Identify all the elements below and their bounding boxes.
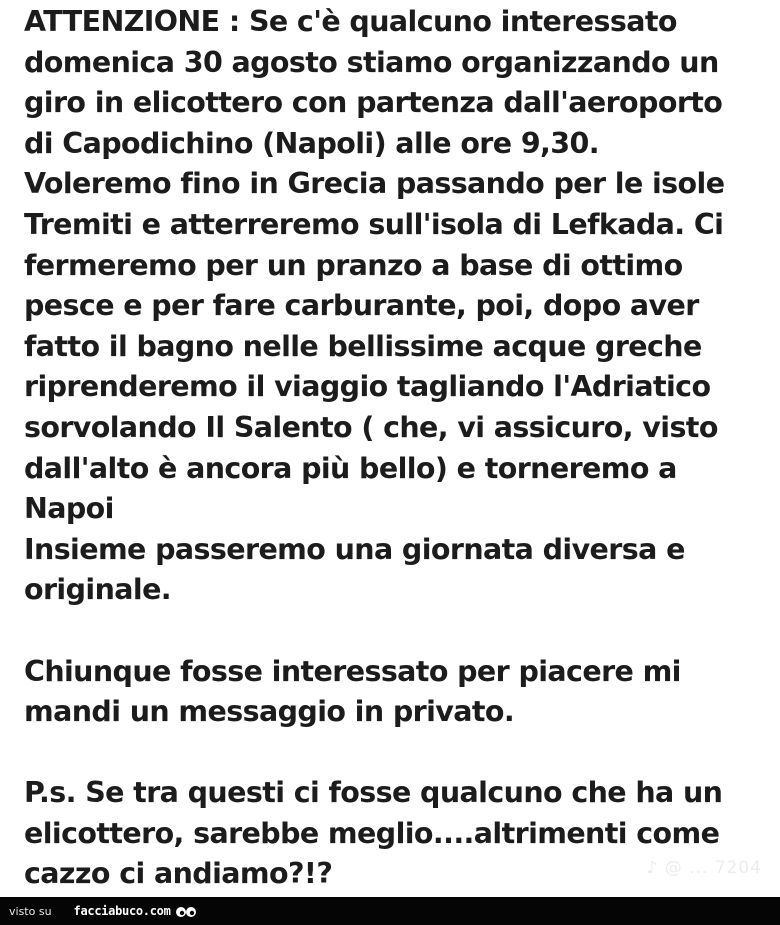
post-paragraph-contact: Chiunque fosse interessato per piacere mi mandi un messaggio in privato. bbox=[24, 654, 681, 729]
footer-prefix: visto su bbox=[9, 904, 52, 918]
post-text bbox=[24, 2, 764, 895]
footer-bar bbox=[0, 897, 780, 925]
tiktok-watermark: ♪ @ ... 7204 bbox=[646, 858, 762, 878]
post-paragraph-ps: P.s. Se tra questi ci fosse qualcuno che ha un elicottero, sarebbe meglio....altrimenti come cazzo ci andiamo?!? bbox=[24, 776, 723, 891]
post-paragraph-announcement: ATTENZIONE : Se c'è qualcuno interessato domenica 30 agosto stiamo organizzando un giro in elicottero con partenza dall'aeroporto di Capodichino (Napoli) alle ore 9,30. Voleremo fino in Grecia passando per le isole Tremiti e atterreremo sull'isola di Lefkada. Ci fermeremo per un pranzo a base di ottimo pesce e per fare carburante, poi, dopo aver fatto il bagno nelle bellissime acque greche riprenderemo il viaggio tagliando l'Adriatico sorvolando Il Salento ( che, vi assicuro, visto dall'alto è ancora più bello) e torneremo a Napoi Insieme passeremo una giornata diversa e originale. bbox=[24, 5, 725, 607]
footer-site-link[interactable]: facciabuco.com bbox=[73, 904, 171, 918]
eyes-icon bbox=[175, 904, 197, 918]
